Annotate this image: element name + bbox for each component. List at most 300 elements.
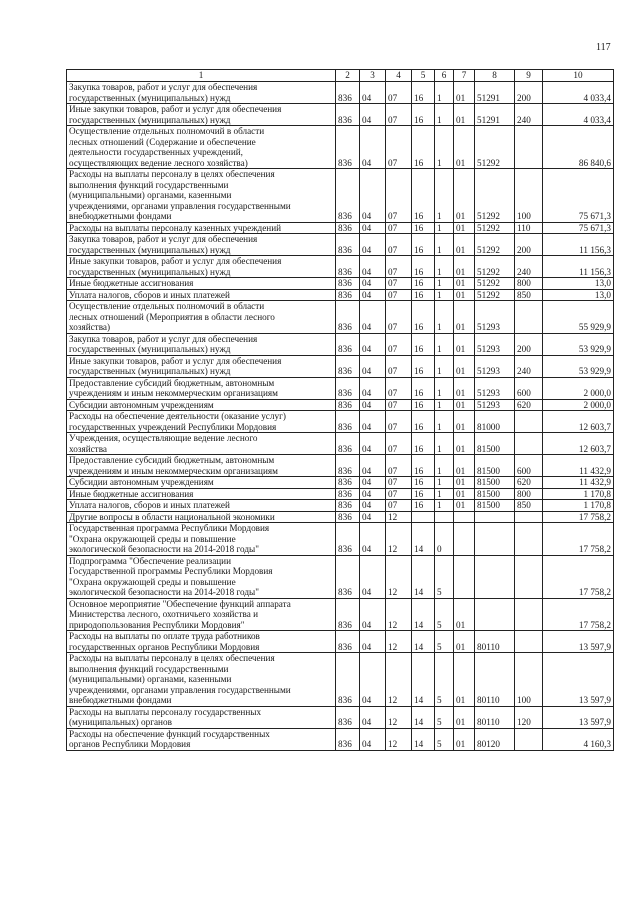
table-row xyxy=(67,555,614,598)
row-name xyxy=(67,500,336,512)
code-cell-c6: 5 xyxy=(435,598,454,631)
amount-cell: 17 758,2 xyxy=(543,598,614,631)
code-cell-c2: 836 xyxy=(336,399,360,411)
code-cell-c5: 16 xyxy=(412,222,435,234)
code-cell-c4: 12 xyxy=(386,598,412,631)
row-name-line: учреждениям и иным некоммерческим организациям xyxy=(69,465,278,476)
amount-cell: 13,0 xyxy=(543,278,614,290)
row-name-line: Закупка товаров, работ и услуг для обеспечения xyxy=(69,82,258,92)
code-cell-c9 xyxy=(515,555,543,598)
amount-cell: 75 671,3 xyxy=(543,169,614,223)
code-cell-c3: 04 xyxy=(360,289,386,301)
code-cell-c9 xyxy=(515,728,543,750)
code-cell-c8 xyxy=(475,598,515,631)
row-name-line: выполнения функций государственными xyxy=(69,179,229,190)
row-name xyxy=(67,598,336,631)
code-cell-c5: 14 xyxy=(412,523,435,556)
row-name-line: Подпрограмма "Обеспечение реализации xyxy=(69,555,232,566)
code-cell-c5: 16 xyxy=(412,289,435,301)
code-cell-c8: 80110 xyxy=(475,706,515,728)
code-cell-c2: 836 xyxy=(336,511,360,523)
code-cell-c4: 07 xyxy=(386,256,412,278)
code-cell-c5: 16 xyxy=(412,301,435,334)
column-header: 6 xyxy=(435,70,454,82)
code-cell-c4: 07 xyxy=(386,278,412,290)
row-name-line: экологической безопасности на 2014-2018 годы" xyxy=(69,544,259,554)
code-cell-c7: 01 xyxy=(454,169,475,223)
row-name-line: внебюджетными фондами xyxy=(69,211,172,221)
code-cell-c8: 51292 xyxy=(475,289,515,301)
row-name-line: государственных (муниципальных) нужд xyxy=(69,244,231,255)
row-name-line: Предоставление субсидий бюджетным, автономным xyxy=(69,455,275,465)
table-row xyxy=(67,377,614,399)
code-cell-c8: 81500 xyxy=(475,455,515,477)
row-name xyxy=(67,234,336,256)
code-cell-c3: 04 xyxy=(360,126,386,169)
code-cell-c6: 5 xyxy=(435,555,454,598)
code-cell-c8: 81500 xyxy=(475,433,515,455)
code-cell-c9 xyxy=(515,598,543,631)
table-row xyxy=(67,728,614,750)
row-name-line: Осуществление отдельных полномочий в области xyxy=(69,301,265,311)
amount-cell: 53 929,9 xyxy=(543,333,614,355)
code-cell-c8: 51292 xyxy=(475,278,515,290)
code-cell-c6: 1 xyxy=(435,477,454,489)
row-name xyxy=(67,728,336,750)
table-row xyxy=(67,488,614,500)
row-name-line: Иные закупки товаров, работ и услуг для обеспечения xyxy=(69,256,282,266)
amount-cell: 55 929,9 xyxy=(543,301,614,334)
code-cell-c4: 07 xyxy=(386,301,412,334)
code-cell-c4: 07 xyxy=(386,289,412,301)
table-row xyxy=(67,455,614,477)
row-name-line: Закупка товаров, работ и услуг для обеспечения xyxy=(69,234,258,244)
row-name-line: (муниципальных) органов xyxy=(69,717,172,727)
column-header: 5 xyxy=(412,70,435,82)
table-row xyxy=(67,653,614,707)
code-cell-c8: 81000 xyxy=(475,411,515,433)
code-cell-c5: 14 xyxy=(412,653,435,707)
code-cell-c9: 850 xyxy=(515,289,543,301)
code-cell-c7: 01 xyxy=(454,433,475,455)
code-cell-c3: 04 xyxy=(360,234,386,256)
amount-cell: 13,0 xyxy=(543,289,614,301)
row-name-line: государственных учреждений Республики Мордовия xyxy=(69,421,277,432)
code-cell-c2: 836 xyxy=(336,477,360,489)
row-name xyxy=(67,256,336,278)
code-cell-c9: 600 xyxy=(515,455,543,477)
row-name-line: государственных (муниципальных) нужд xyxy=(69,366,231,376)
code-cell-c9: 800 xyxy=(515,488,543,500)
code-cell-c3: 04 xyxy=(360,82,386,104)
code-cell-c9: 200 xyxy=(515,82,543,104)
code-cell-c9 xyxy=(515,631,543,653)
amount-cell: 13 597,9 xyxy=(543,706,614,728)
code-cell-c2: 836 xyxy=(336,411,360,433)
code-cell-c2: 836 xyxy=(336,222,360,234)
code-cell-c3: 04 xyxy=(360,222,386,234)
code-cell-c4: 07 xyxy=(386,126,412,169)
code-cell-c2: 836 xyxy=(336,355,360,377)
code-cell-c7: 01 xyxy=(454,289,475,301)
code-cell-c8: 51292 xyxy=(475,256,515,278)
amount-cell: 17 758,2 xyxy=(543,523,614,556)
code-cell-c5: 16 xyxy=(412,256,435,278)
code-cell-c5: 16 xyxy=(412,433,435,455)
column-header: 7 xyxy=(454,70,475,82)
row-name-line: деятельности государственных учреждений, xyxy=(69,147,243,157)
code-cell-c6: 1 xyxy=(435,289,454,301)
code-cell-c7: 01 xyxy=(454,234,475,256)
table-row xyxy=(67,477,614,489)
table-row xyxy=(67,333,614,355)
row-name-line: "Охрана окружающей среды и повышение xyxy=(69,576,236,587)
code-cell-c2: 836 xyxy=(336,301,360,334)
code-cell-c3: 04 xyxy=(360,500,386,512)
code-cell-c6: 1 xyxy=(435,433,454,455)
code-cell-c7: 01 xyxy=(454,488,475,500)
row-name-line: Иные закупки товаров, работ и услуг для обеспечения xyxy=(69,355,282,366)
code-cell-c8: 81500 xyxy=(475,500,515,512)
code-cell-c6: 1 xyxy=(435,455,454,477)
table-row xyxy=(67,289,614,301)
table-row xyxy=(67,433,614,455)
row-name xyxy=(67,126,336,169)
row-name-line: учреждениям и иным некоммерческим организациям xyxy=(69,388,278,398)
column-header: 3 xyxy=(360,70,386,82)
code-cell-c3: 04 xyxy=(360,333,386,355)
code-cell-c7 xyxy=(454,555,475,598)
code-cell-c9: 200 xyxy=(515,333,543,355)
code-cell-c8: 81500 xyxy=(475,488,515,500)
code-cell-c4: 07 xyxy=(386,82,412,104)
code-cell-c4: 07 xyxy=(386,222,412,234)
code-cell-c3: 04 xyxy=(360,598,386,631)
code-cell-c4: 12 xyxy=(386,523,412,556)
code-cell-c8 xyxy=(475,555,515,598)
code-cell-c7: 01 xyxy=(454,653,475,707)
code-cell-c7: 01 xyxy=(454,355,475,377)
row-name-line: хозяйства) xyxy=(69,322,111,332)
code-cell-c6: 1 xyxy=(435,234,454,256)
row-name xyxy=(67,511,336,523)
row-name-line: Расходы на выплаты персоналу в целях обеспечения xyxy=(69,169,275,179)
code-cell-c7: 01 xyxy=(454,477,475,489)
row-name-line: Государственной программы Республики Мордовия xyxy=(69,566,273,576)
row-name-line: государственных (муниципальных) нужд xyxy=(69,266,231,277)
code-cell-c8: 51293 xyxy=(475,377,515,399)
code-cell-c9 xyxy=(515,126,543,169)
row-name xyxy=(67,399,336,411)
code-cell-c6: 1 xyxy=(435,377,454,399)
code-cell-c2: 836 xyxy=(336,706,360,728)
code-cell-c3: 04 xyxy=(360,104,386,126)
code-cell-c4: 07 xyxy=(386,455,412,477)
code-cell-c9: 620 xyxy=(515,399,543,411)
row-name-line: государственных (муниципальных) нужд xyxy=(69,114,231,125)
code-cell-c7: 01 xyxy=(454,455,475,477)
code-cell-c3: 04 xyxy=(360,256,386,278)
code-cell-c6: 1 xyxy=(435,411,454,433)
table-row xyxy=(67,278,614,290)
amount-cell: 86 840,6 xyxy=(543,126,614,169)
code-cell-c9 xyxy=(515,301,543,334)
row-name xyxy=(67,169,336,223)
code-cell-c2: 836 xyxy=(336,169,360,223)
code-cell-c7: 01 xyxy=(454,333,475,355)
code-cell-c6: 1 xyxy=(435,488,454,500)
code-cell-c6: 1 xyxy=(435,278,454,290)
row-name-line: Другие вопросы в области национальной экономики xyxy=(69,511,275,522)
column-header: 10 xyxy=(543,70,614,82)
code-cell-c7: 01 xyxy=(454,256,475,278)
row-name xyxy=(67,278,336,290)
code-cell-c7: 01 xyxy=(454,301,475,334)
amount-cell: 17 758,2 xyxy=(543,511,614,523)
code-cell-c2: 836 xyxy=(336,234,360,256)
code-cell-c4: 07 xyxy=(386,500,412,512)
code-cell-c3: 04 xyxy=(360,278,386,290)
row-name xyxy=(67,104,336,126)
code-cell-c4: 12 xyxy=(386,706,412,728)
column-header: 9 xyxy=(515,70,543,82)
code-cell-c6: 1 xyxy=(435,222,454,234)
code-cell-c2: 836 xyxy=(336,126,360,169)
amount-cell: 1 170,8 xyxy=(543,488,614,500)
code-cell-c5 xyxy=(412,511,435,523)
code-cell-c5: 16 xyxy=(412,500,435,512)
code-cell-c6: 1 xyxy=(435,256,454,278)
amount-cell: 11 432,9 xyxy=(543,455,614,477)
code-cell-c7: 01 xyxy=(454,222,475,234)
code-cell-c9: 850 xyxy=(515,500,543,512)
code-cell-c4: 12 xyxy=(386,728,412,750)
code-cell-c9: 620 xyxy=(515,477,543,489)
row-name-line: осуществляющих ведение лесного хозяйства) xyxy=(69,157,248,168)
code-cell-c4: 07 xyxy=(386,333,412,355)
table-row xyxy=(67,256,614,278)
row-name-line: выполнения функций государственными xyxy=(69,663,229,674)
code-cell-c3: 04 xyxy=(360,728,386,750)
row-name-line: органов Республики Мордовия xyxy=(69,739,191,749)
code-cell-c7: 01 xyxy=(454,278,475,290)
table-row xyxy=(67,706,614,728)
code-cell-c9: 240 xyxy=(515,256,543,278)
code-cell-c6 xyxy=(435,511,454,523)
row-name-line: Государственная программа Республики Мордовия xyxy=(69,523,270,533)
code-cell-c3: 04 xyxy=(360,706,386,728)
code-cell-c3: 04 xyxy=(360,488,386,500)
table-row xyxy=(67,169,614,223)
code-cell-c3: 04 xyxy=(360,555,386,598)
amount-cell: 75 671,3 xyxy=(543,222,614,234)
code-cell-c6: 5 xyxy=(435,728,454,750)
code-cell-c7: 01 xyxy=(454,728,475,750)
code-cell-c5: 14 xyxy=(412,598,435,631)
code-cell-c9: 600 xyxy=(515,377,543,399)
row-name-line: (муниципальными) органами, казенными xyxy=(69,190,232,200)
row-name-line: Уплата налогов, сборов и иных платежей xyxy=(69,289,230,300)
amount-cell: 4 033,4 xyxy=(543,82,614,104)
code-cell-c4: 07 xyxy=(386,104,412,126)
row-name-line: внебюджетными фондами xyxy=(69,695,172,705)
code-cell-c7: 01 xyxy=(454,126,475,169)
code-cell-c2: 836 xyxy=(336,455,360,477)
row-name xyxy=(67,355,336,377)
code-cell-c8: 51293 xyxy=(475,333,515,355)
amount-cell: 11 432,9 xyxy=(543,477,614,489)
code-cell-c5: 16 xyxy=(412,477,435,489)
code-cell-c8 xyxy=(475,511,515,523)
table-row xyxy=(67,82,614,104)
code-cell-c6: 1 xyxy=(435,301,454,334)
code-cell-c4: 07 xyxy=(386,433,412,455)
column-header: 4 xyxy=(386,70,412,82)
code-cell-c4: 12 xyxy=(386,511,412,523)
code-cell-c5: 16 xyxy=(412,333,435,355)
code-cell-c2: 836 xyxy=(336,488,360,500)
code-cell-c2: 836 xyxy=(336,631,360,653)
code-cell-c2: 836 xyxy=(336,523,360,556)
table-header-row xyxy=(67,70,614,82)
row-name-line: Осуществление отдельных полномочий в области xyxy=(69,126,265,136)
code-cell-c6: 1 xyxy=(435,333,454,355)
code-cell-c8: 80110 xyxy=(475,631,515,653)
row-name xyxy=(67,222,336,234)
row-name xyxy=(67,433,336,455)
code-cell-c8: 51292 xyxy=(475,234,515,256)
code-cell-c5: 16 xyxy=(412,399,435,411)
row-name-line: государственных (муниципальных) нужд xyxy=(69,92,231,103)
row-name-line: государственных органов Республики Мордовия xyxy=(69,641,260,652)
code-cell-c9 xyxy=(515,523,543,556)
code-cell-c7: 01 xyxy=(454,411,475,433)
code-cell-c5: 16 xyxy=(412,455,435,477)
row-name-line: хозяйства xyxy=(69,443,107,454)
row-name-line: Расходы на выплаты по оплате труда работников xyxy=(69,631,260,641)
row-name-line: Предоставление субсидий бюджетным, автономным xyxy=(69,377,275,388)
table-row xyxy=(67,598,614,631)
code-cell-c9 xyxy=(515,511,543,523)
code-cell-c7: 01 xyxy=(454,706,475,728)
table-row xyxy=(67,126,614,169)
code-cell-c4: 12 xyxy=(386,653,412,707)
code-cell-c8 xyxy=(475,523,515,556)
table-row xyxy=(67,511,614,523)
code-cell-c3: 04 xyxy=(360,399,386,411)
row-name-line: Субсидии автономным учреждениям xyxy=(69,399,214,410)
code-cell-c5: 14 xyxy=(412,706,435,728)
code-cell-c3: 04 xyxy=(360,377,386,399)
code-cell-c8: 51293 xyxy=(475,355,515,377)
code-cell-c8: 51291 xyxy=(475,104,515,126)
row-name-line: Основное мероприятие "Обеспечение функций аппарата xyxy=(69,598,291,609)
row-name-line: Учреждения, осуществляющие ведение лесного xyxy=(69,433,258,443)
code-cell-c9: 240 xyxy=(515,104,543,126)
table-row xyxy=(67,234,614,256)
code-cell-c3: 04 xyxy=(360,653,386,707)
code-cell-c2: 836 xyxy=(336,555,360,598)
code-cell-c4: 12 xyxy=(386,555,412,598)
column-header: 1 xyxy=(67,70,336,82)
row-name-line: экологической безопасности на 2014-2018 годы" xyxy=(69,587,259,597)
row-name xyxy=(67,377,336,399)
code-cell-c6: 5 xyxy=(435,706,454,728)
code-cell-c3: 04 xyxy=(360,523,386,556)
amount-cell: 11 156,3 xyxy=(543,256,614,278)
code-cell-c9: 100 xyxy=(515,653,543,707)
row-name-line: Иные бюджетные ассигнования xyxy=(69,488,194,499)
code-cell-c3: 04 xyxy=(360,433,386,455)
code-cell-c9: 240 xyxy=(515,355,543,377)
code-cell-c9: 100 xyxy=(515,169,543,223)
code-cell-c5: 16 xyxy=(412,411,435,433)
code-cell-c7 xyxy=(454,523,475,556)
code-cell-c4: 07 xyxy=(386,488,412,500)
amount-cell: 53 929,9 xyxy=(543,355,614,377)
row-name-line: природопользования Республики Мордовия" xyxy=(69,619,245,630)
table-row xyxy=(67,301,614,334)
amount-cell: 13 597,9 xyxy=(543,653,614,707)
code-cell-c7: 01 xyxy=(454,377,475,399)
table-row xyxy=(67,104,614,126)
code-cell-c8: 51292 xyxy=(475,126,515,169)
row-name xyxy=(67,555,336,598)
code-cell-c2: 836 xyxy=(336,104,360,126)
code-cell-c8: 51292 xyxy=(475,222,515,234)
code-cell-c6: 1 xyxy=(435,169,454,223)
code-cell-c2: 836 xyxy=(336,289,360,301)
code-cell-c3: 04 xyxy=(360,631,386,653)
code-cell-c5: 16 xyxy=(412,169,435,223)
row-name-line: Закупка товаров, работ и услуг для обеспечения xyxy=(69,333,258,344)
row-name xyxy=(67,653,336,707)
code-cell-c9 xyxy=(515,433,543,455)
row-name-line: Расходы на выплаты персоналу казенных учреждений xyxy=(69,222,282,233)
code-cell-c9 xyxy=(515,411,543,433)
code-cell-c5: 14 xyxy=(412,555,435,598)
code-cell-c2: 836 xyxy=(336,333,360,355)
code-cell-c2: 836 xyxy=(336,82,360,104)
row-name-line: лесных отношений (Мероприятия в области лесного xyxy=(69,311,275,322)
code-cell-c6: 1 xyxy=(435,104,454,126)
code-cell-c3: 04 xyxy=(360,355,386,377)
amount-cell: 12 603,7 xyxy=(543,411,614,433)
amount-cell: 12 603,7 xyxy=(543,433,614,455)
amount-cell: 11 156,3 xyxy=(543,234,614,256)
code-cell-c2: 836 xyxy=(336,433,360,455)
code-cell-c4: 12 xyxy=(386,631,412,653)
budget-table xyxy=(66,69,614,751)
row-name-line: Иные бюджетные ассигнования xyxy=(69,278,194,288)
code-cell-c6: 1 xyxy=(435,399,454,411)
row-name-line: Расходы на выплаты персоналу в целях обеспечения xyxy=(69,653,275,663)
code-cell-c2: 836 xyxy=(336,728,360,750)
code-cell-c4: 07 xyxy=(386,355,412,377)
row-name xyxy=(67,631,336,653)
code-cell-c8: 81500 xyxy=(475,477,515,489)
code-cell-c3: 04 xyxy=(360,301,386,334)
code-cell-c4: 07 xyxy=(386,169,412,223)
table-row xyxy=(67,631,614,653)
code-cell-c3: 04 xyxy=(360,411,386,433)
table-row xyxy=(67,355,614,377)
code-cell-c8: 51291 xyxy=(475,82,515,104)
code-cell-c2: 836 xyxy=(336,500,360,512)
code-cell-c4: 07 xyxy=(386,377,412,399)
row-name-line: Расходы на обеспечение деятельности (оказание услуг) xyxy=(69,411,286,421)
code-cell-c5: 16 xyxy=(412,377,435,399)
